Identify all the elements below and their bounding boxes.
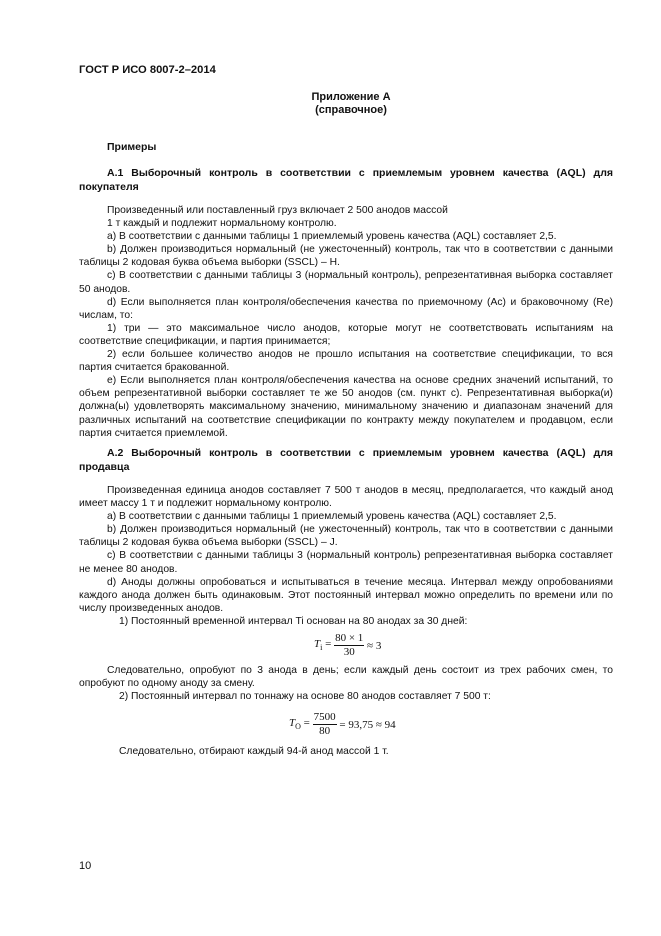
- formula-result: = 93,75 ≈ 94: [339, 718, 396, 731]
- paragraph: b) Должен производиться нормальный (не ужесточенный) контроль, так что в соответствии с данными таблицы 2 кодовая буква объема выборки (SSCL) – H.: [79, 244, 613, 269]
- paragraph: Следовательно, опробуют по 3 анода в день; если каждый день состоит из трех рабочих смен, то опробуют по одному аноду за смену.: [79, 665, 613, 690]
- formula-denominator: 30: [343, 646, 355, 658]
- page-number: 10: [79, 860, 92, 872]
- paragraph: Произведенная единица анодов составляет 7 500 т анодов в месяц, предполагается, что каждый анод имеет массу 1 т и подлежит нормальному контролю.: [79, 485, 613, 510]
- section-a1-heading: А.1 Выборочный контроль в соответствии с приемлемым уровнем качества (AQL) для покупателя: [79, 167, 613, 193]
- examples-section: [79, 141, 613, 155]
- section-a2: [79, 447, 613, 628]
- paragraph: e) Если выполняется план контроля/обеспечения качества на основе средних значений испытаний, то объем репрезентативной выборки составляет те же 50 анодов (см. пункт c). Репрезентативная выборка(и) должна(ы) удовлетворять максимальному значению, минимальному значению и диапазонам значений для различных испытаний на соответствие спецификации по контракту между покупателем и продавцом, если партия считается приемлемой.: [79, 375, 613, 439]
- list-item: 2) Постоянный интервал по тоннажу на основе 80 анодов составляет 7 500 т:: [119, 691, 491, 703]
- section-a2-heading: А.2 Выборочный контроль в соответствии с приемлемым уровнем качества (AQL) для продавца: [79, 447, 613, 473]
- formula-numerator: 7500: [313, 711, 336, 723]
- paragraph: Следовательно, отбирают каждый 94-й анод массой 1 т.: [119, 746, 389, 757]
- paragraph: c) В соответствии с данными таблицы 3 (нормальный контроль) репрезентативная выборка составляет не менее 80 анодов.: [79, 550, 613, 575]
- appendix-title: Приложение А: [311, 91, 391, 103]
- standard-header: ГОСТ Р ИСО 8007-2–2014: [79, 64, 216, 76]
- section-a2-end: [79, 745, 613, 758]
- section-a1: [79, 167, 613, 440]
- formula-denominator: 80: [319, 725, 331, 737]
- paragraph: c) В соответствии с данными таблицы 3 (нормальный контроль), репрезентативная выборка составляет 50 анодов.: [79, 270, 613, 295]
- paragraph: a) В соответствии с данными таблицы 1 приемлемый уровень качества (AQL) составляет 2,5.: [107, 231, 557, 243]
- paragraph: 2) если большее количество анодов не прошло испытания на соответствие спецификации, то вся партия считается бракованной.: [79, 349, 613, 374]
- paragraph: b) Должен производиться нормальный (не ужесточенный) контроль, так что в соответствии с данными таблицы 2 кодовая буква объема выборки (SSCL) – J.: [79, 524, 613, 549]
- list-item: 1) Постоянный временной интервал Ti основан на 80 анодах за 30 дней:: [119, 615, 468, 627]
- paragraph: a) В соответствии с данными таблицы 1 приемлемый уровень качества (AQL) составляет 2,5.: [107, 511, 557, 523]
- section-a2-cont: [79, 664, 613, 703]
- formula-sub: i: [320, 643, 323, 653]
- paragraph: Произведенный или поставленный груз включает 2 500 анодов массой: [107, 205, 448, 216]
- formula-result: ≈ 3: [367, 639, 382, 652]
- paragraph: d) Аноды должны опробоваться и испытываться в течение месяца. Интервал между опробованиями каждого анода должен быть одинаковым. Этот постоянный интервал можно определить по времени или по числу произведенных анодов.: [79, 576, 613, 614]
- appendix-subtitle: (справочное): [315, 104, 387, 116]
- formula-time-interval: $T_i$ = $\frac{80 \times 1}{30}$ ≈ 3: [314, 632, 382, 658]
- formula-lhs: T: [289, 717, 296, 730]
- formula-numerator: 80 × 1: [335, 632, 364, 644]
- formula-sub: O: [295, 722, 301, 732]
- examples-title: Примеры: [107, 141, 157, 153]
- paragraph: d) Если выполняется план контроля/обеспечения качества по приемочному (Ac) и браковочному (Re) числам, то:: [79, 296, 613, 321]
- formula-tonnage-interval: $T_O$ = $\frac{7500}{80}$ = 93,75 ≈ 94: [289, 711, 396, 737]
- paragraph: 1 т каждый и подлежит нормальному контролю.: [107, 218, 337, 230]
- paragraph: 1) три — это максимальное число анодов, которые могут не соответствовать испытаниям на соответствие спецификации, и партия принимается;: [79, 322, 613, 347]
- formula-lhs: T: [314, 638, 321, 651]
